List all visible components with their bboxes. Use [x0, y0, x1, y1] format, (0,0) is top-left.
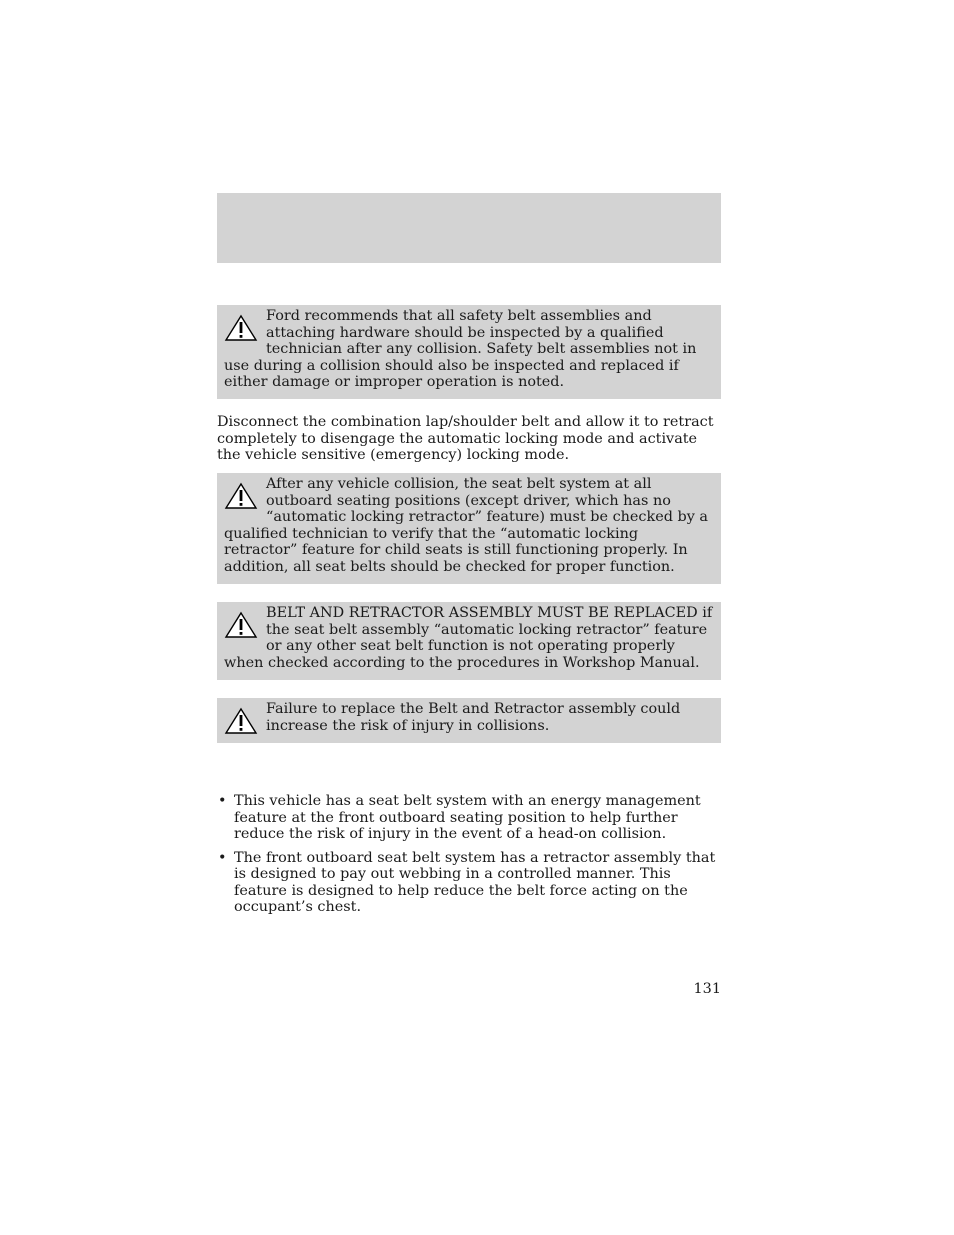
warning-text: Failure to replace the Belt and Retractor assembly could increase the risk of injury in collisions. [266, 701, 681, 734]
warning-box-inspection [217, 305, 721, 399]
warning-box-failure-risk [217, 698, 721, 743]
body-paragraph: Disconnect the combination lap/shoulder belt and allow it to retract completely to disengage the automatic locking mode and activate the vehicle sensitive (emergency) locking mode. [217, 414, 714, 463]
warning-box-replace-assembly [217, 602, 721, 680]
warning-triangle-icon [224, 611, 258, 639]
warning-triangle-icon [224, 314, 258, 342]
warning-box-after-collision [217, 473, 721, 584]
list-item [217, 850, 721, 916]
warning-text: BELT AND RETRACTOR ASSEMBLY MUST BE REPLACED if the seat belt assembly “automatic locking retractor” feature or any other seat belt function is not operating properly when checked according to the procedures in Workshop Manual. [224, 605, 713, 671]
list-item [217, 793, 721, 843]
section-header-band [217, 193, 721, 263]
list-item-text: This vehicle has a seat belt system with an energy management feature at the front outboard seating position to help further reduce the risk of injury in the event of a head-on collision. [234, 793, 701, 842]
warning-triangle-icon [224, 482, 258, 510]
warning-triangle-icon [224, 707, 258, 735]
bullet-dot: • [218, 793, 227, 809]
bullet-list [217, 793, 721, 923]
warning-text: After any vehicle collision, the seat belt system at all outboard seating positions (except driver, which has no “automatic locking retractor” feature) must be checked by a qualified technician to verify that the “automatic locking retractor” feature for child seats is still functioning properly. In addition, all seat belts should be checked for proper function. [224, 476, 708, 575]
warning-text: Ford recommends that all safety belt assemblies and attaching hardware should be inspected by a qualified technician after any collision. Safety belt assemblies not in use during a collision should also be inspected and replaced if either damage or improper operation is noted. [224, 308, 697, 390]
page-number: 131 [693, 981, 721, 997]
bullet-dot: • [218, 849, 227, 866]
list-item-text: The front outboard seat belt system has a retractor assembly that is designed to pay out webbing in a controlled manner. This feature is designed to help reduce the belt force acting on the occupant’s chest. [234, 849, 716, 915]
